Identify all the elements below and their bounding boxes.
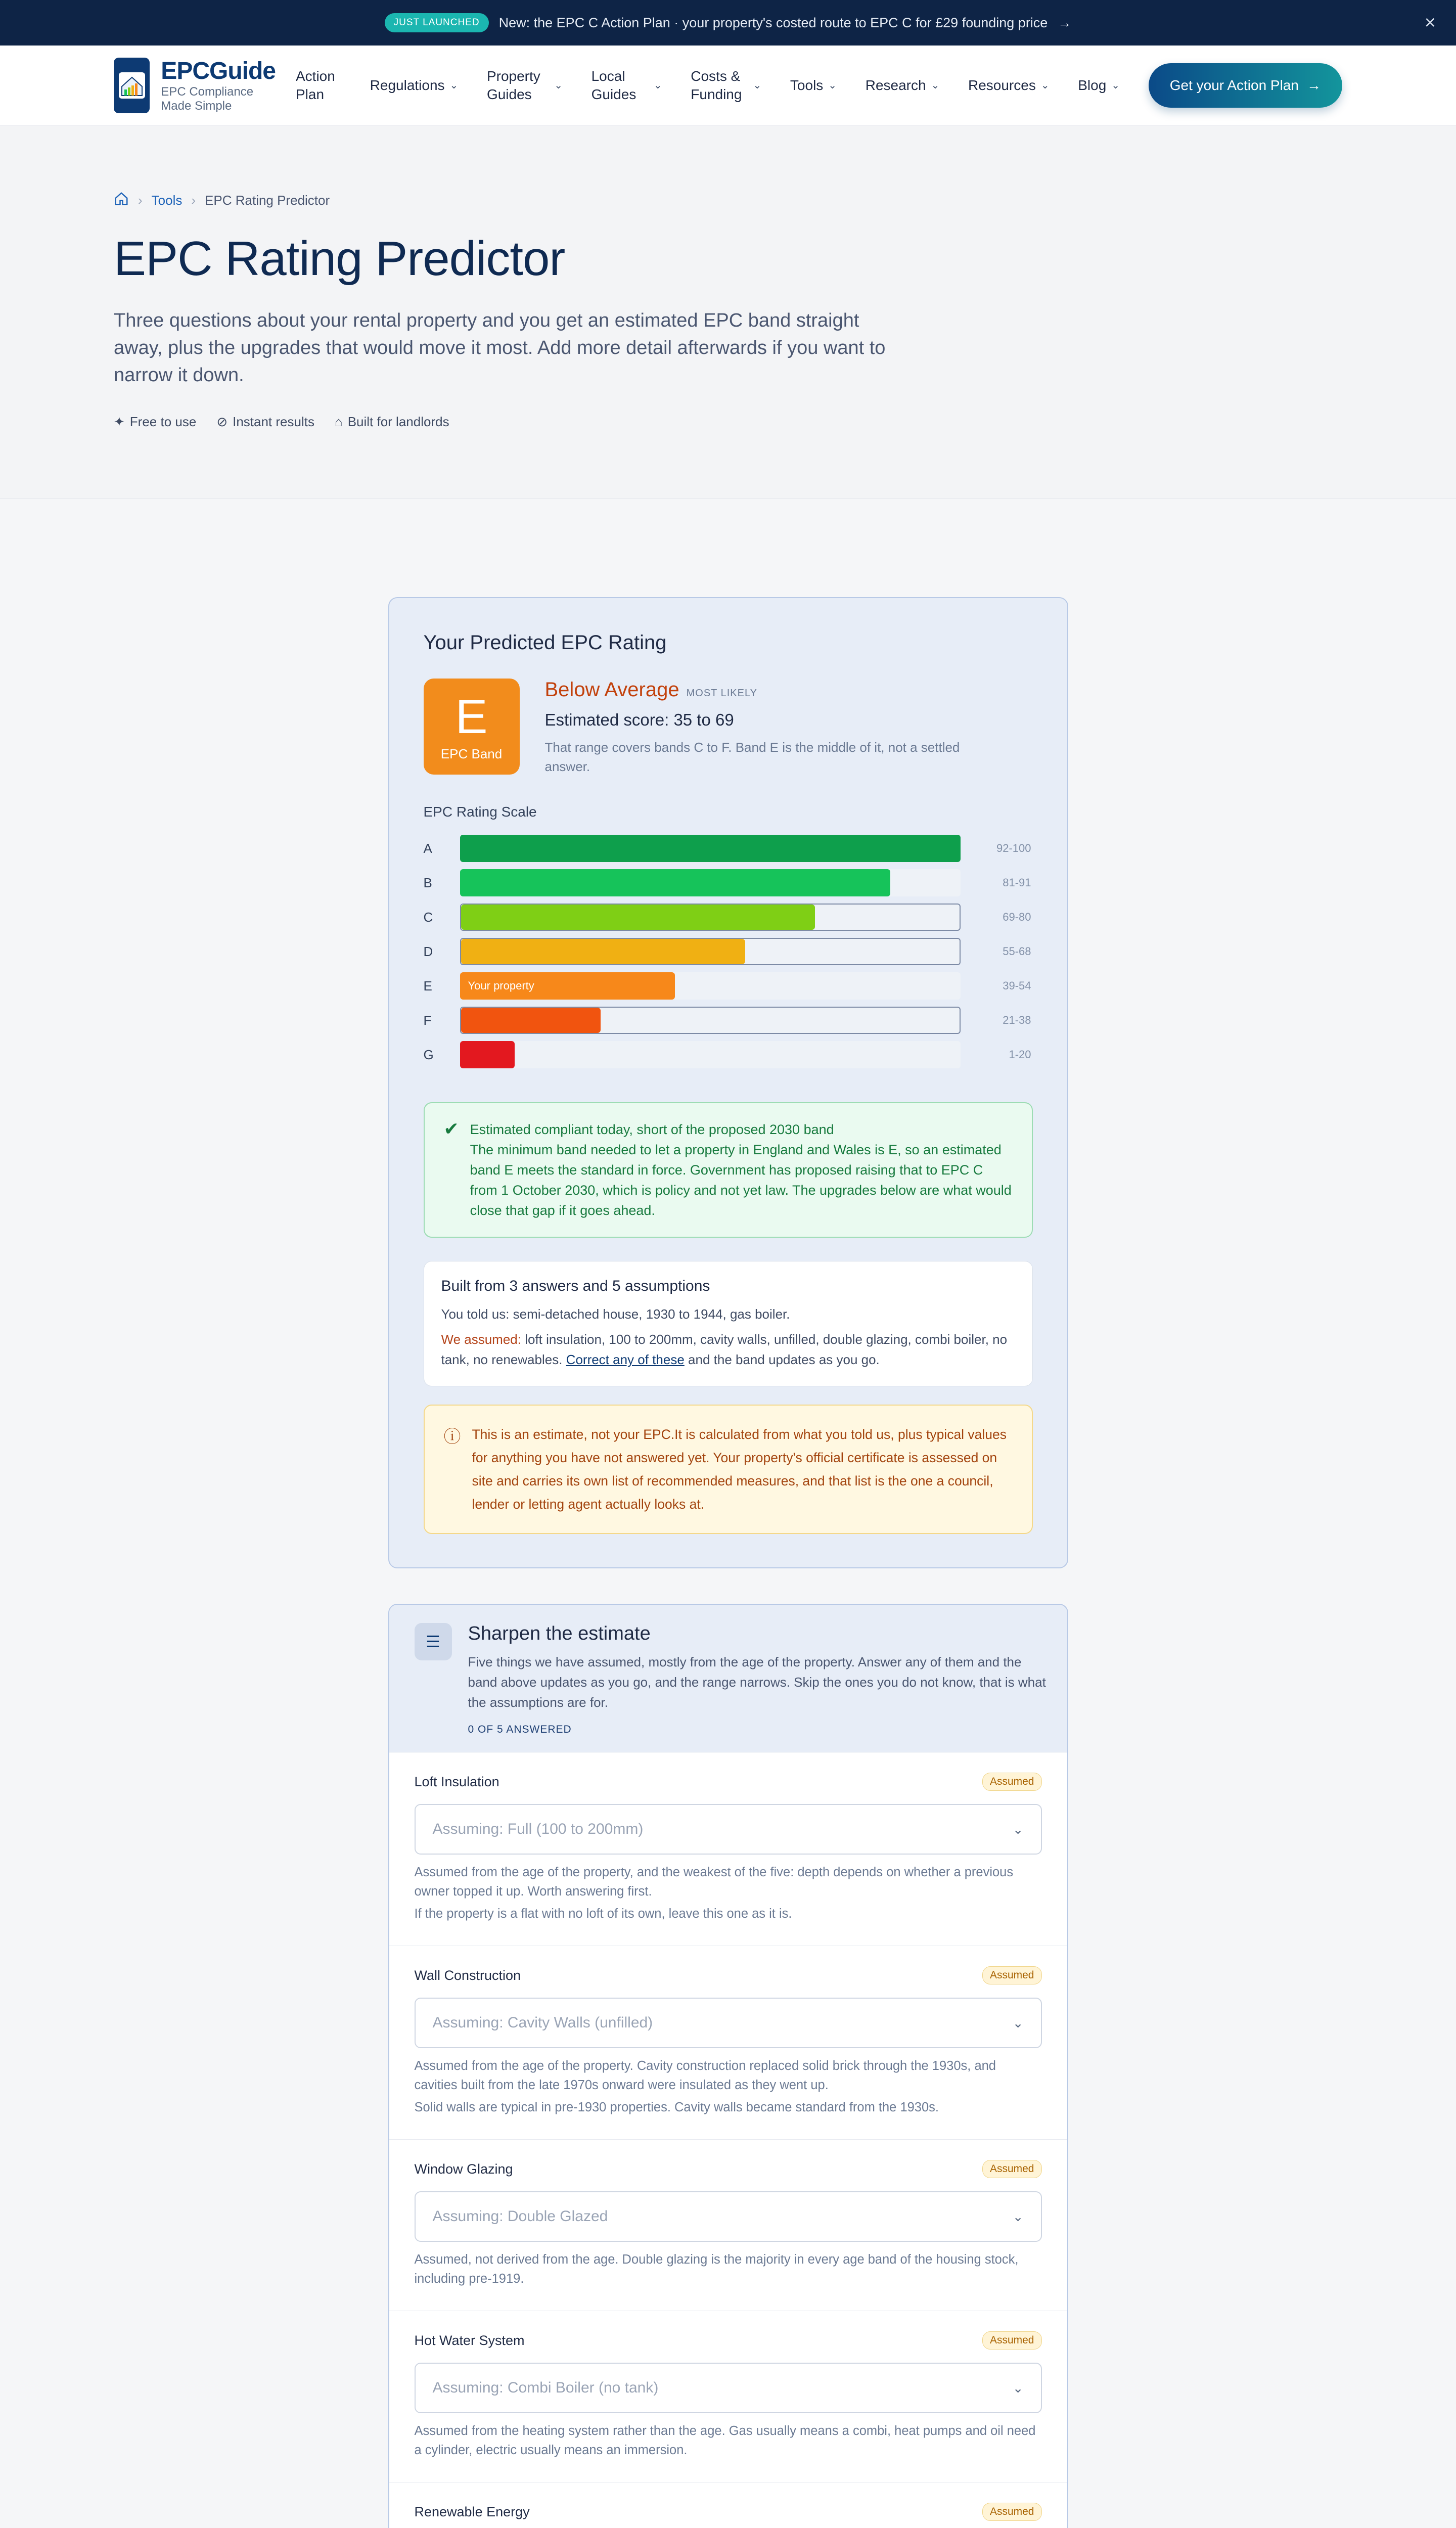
score-label: Estimated score: <box>544 710 669 729</box>
chevron-down-icon: ⌄ <box>1012 1821 1024 1837</box>
scale-track <box>460 1007 961 1034</box>
scale-bar <box>460 869 890 896</box>
nav-action-plan[interactable]: Action Plan <box>296 68 335 102</box>
scale-range: 39-54 <box>1003 979 1031 992</box>
scale-row <box>424 969 1033 1003</box>
announcement-bar[interactable] <box>0 0 1456 46</box>
correct-assumptions-link[interactable]: Correct any of these <box>566 1352 685 1367</box>
scale-track <box>460 972 961 1000</box>
page-lead: Three questions about your rental property and you get an estimated EPC band straight away, plus the upgrades that would move it most. Add more detail afterwards if you want to narrow it down. <box>114 310 886 386</box>
question-help: Solid walls are typical in pre-1930 properties. Cavity walls became standard from the 1930s. <box>414 2100 939 2114</box>
feature-list <box>114 414 1342 430</box>
chevron-down-icon: ⌄ <box>449 79 459 91</box>
scale-track <box>460 904 961 931</box>
breadcrumb-tools[interactable]: Tools <box>151 193 183 208</box>
scale-letter: B <box>423 875 432 890</box>
question-help: Assumed from the age of the property. Cavity construction replaced solid brick through the 1930s, and cavities built from the late 1970s onward were insulated as they went up. <box>414 2059 996 2092</box>
scale-letter: E <box>423 978 432 994</box>
score-value: 35 to 69 <box>673 710 734 729</box>
scale-letter: F <box>423 1012 432 1028</box>
estimate-warning <box>424 1405 1033 1534</box>
chevron-down-icon: ⌄ <box>1012 2208 1024 2224</box>
close-icon[interactable]: × <box>1424 12 1436 33</box>
sharpen-desc: Five things we have assumed, mostly from the age of the property. Answer any of them and the band above updates as you go, and the range narrows. Skip the ones you do not know, that is what the assumptions are for. <box>468 1654 1046 1710</box>
scale-title: EPC Rating Scale <box>423 804 537 820</box>
scale-range: 55-68 <box>1003 945 1031 958</box>
assumed-badge: Assumed <box>982 2331 1042 2350</box>
assumed-badge: Assumed <box>982 2160 1042 2178</box>
compliance-body: The minimum band needed to let a property in England and Wales is E, so an estimated band E meets the standard in force. Government has proposed raising that to EPC C from 1 October 2030, which is policy and not yet law. The upgrades below are what would close that gap if it goes ahead. <box>470 1142 1012 1218</box>
feature-label: Free to use <box>129 414 197 429</box>
assumptions-box <box>424 1261 1033 1386</box>
scale-track <box>460 869 961 896</box>
main-nav <box>296 63 1342 108</box>
get-action-plan-button[interactable]: Get your Action Plan → <box>1149 63 1342 108</box>
question-label: Loft Insulation <box>414 1774 499 1789</box>
epc-scale <box>424 831 1033 1072</box>
select-placeholder: Assuming: Full (100 to 200mm) <box>432 1821 644 1837</box>
likely-tag: MOST LIKELY <box>686 688 757 699</box>
question-block <box>389 1752 1067 1946</box>
answered-count: 0 OF 5 ANSWERED <box>468 1724 572 1735</box>
scale-range: 69-80 <box>1003 911 1031 923</box>
question-label: Wall Construction <box>414 1967 521 1983</box>
scale-bar <box>460 835 961 862</box>
select-placeholder: Assuming: Double Glazed <box>432 2208 608 2225</box>
nav-property-guides[interactable]: Property Guides ⌄ <box>486 68 563 102</box>
chevron-down-icon: ⌄ <box>1040 79 1050 91</box>
chevron-right-icon: › <box>138 193 143 208</box>
correct-tail: and the band updates as you go. <box>688 1352 880 1367</box>
scale-letter: A <box>423 840 432 856</box>
feature-label: Instant results <box>233 414 314 429</box>
scale-row <box>424 934 1033 969</box>
chevron-down-icon: ⌄ <box>1012 2380 1024 2396</box>
scale-bar <box>461 1008 601 1033</box>
band-label: EPC Band <box>440 746 503 761</box>
scale-row <box>424 900 1033 934</box>
feature-label: Built for landlords <box>347 414 449 429</box>
compliance-title: Estimated compliant today, short of the proposed 2030 band <box>470 1122 834 1137</box>
announcement-text[interactable]: New: the EPC C Action Plan · your property's costed route to EPC C for £29 founding price <box>498 15 1048 30</box>
check-circle-icon: ⊘ <box>216 414 228 429</box>
logo-name: EPCGuide <box>161 58 276 84</box>
scale-row <box>424 1003 1033 1037</box>
scale-letter: C <box>423 909 433 925</box>
sparkle-icon: ✦ <box>114 414 125 429</box>
question-label: Hot Water System <box>414 2332 525 2348</box>
announcement-badge: JUST LAUNCHED <box>385 13 489 32</box>
scale-letter: G <box>423 1047 434 1062</box>
scale-range: 21-38 <box>1003 1014 1031 1026</box>
scale-bar: Your property <box>460 972 675 1000</box>
scale-range: 81-91 <box>1003 876 1031 889</box>
question-help: Assumed, not derived from the age. Double glazing is the majority in every age band of the housing stock, including pre-1919. <box>414 2252 1019 2286</box>
nav-costs-funding[interactable]: Costs & Funding ⌄ <box>691 68 762 102</box>
sliders-icon: ☰ <box>415 1623 452 1660</box>
logo[interactable] <box>114 57 276 113</box>
arrow-right-icon: → <box>1058 15 1072 30</box>
question-select[interactable] <box>415 2363 1042 2413</box>
logo-tagline: EPC Compliance <box>161 85 254 99</box>
hero-section <box>0 125 1456 499</box>
scale-row <box>424 831 1033 866</box>
question-select[interactable] <box>415 1998 1042 2048</box>
chevron-down-icon: ⌄ <box>828 79 837 91</box>
sharpen-card <box>388 1604 1068 2528</box>
sharpen-title: Sharpen the estimate <box>468 1623 651 1644</box>
warning-text: This is an estimate, not your EPC.It is calculated from what you told us, plus typical values for anything you have not answered yet. Your property's official certificate is assessed on site and carries its own list of recommended measures, and that list is the one a council, lender or letting agent actually looks at. <box>472 1427 1007 1512</box>
compliance-notice <box>424 1102 1033 1238</box>
assumed-badge: Assumed <box>982 2503 1042 2521</box>
nav-resources[interactable]: Resources ⌄ <box>968 76 1050 95</box>
band-verdict: Below Average <box>544 679 679 701</box>
scale-range: 92-100 <box>996 842 1031 854</box>
chevron-down-icon: ⌄ <box>1012 2015 1024 2030</box>
chevron-down-icon: ⌄ <box>554 79 563 91</box>
arrow-right-icon: → <box>1306 77 1321 93</box>
nav-local-guides[interactable]: Local Guides ⌄ <box>591 68 662 102</box>
score-note: That range covers bands C to F. Band E is the middle of it, not a settled answer. <box>544 740 960 774</box>
scale-track <box>460 835 961 862</box>
breadcrumb <box>114 191 1342 210</box>
scale-bar <box>460 1041 515 1068</box>
nav-blog[interactable]: Blog ⌄ <box>1078 76 1120 95</box>
question-help: Assumed from the heating system rather than the age. Gas usually means a combi, heat pumps and oil need a cylinder, electric usually means an immersion. <box>414 2424 1036 2457</box>
band-badge <box>424 679 520 775</box>
nav-regulations[interactable]: Regulations ⌄ <box>370 76 459 95</box>
question-label: Renewable Energy <box>414 2504 530 2519</box>
logo-tagline: Made Simple <box>161 99 232 113</box>
band-letter: E <box>455 689 488 744</box>
scale-bar <box>461 905 815 930</box>
scale-track <box>460 938 961 965</box>
assumed-values: loft insulation, 100 to 200mm, cavity walls, unfilled, double glazing, combi boiler, no tank, no renewables. <box>441 1332 1008 1367</box>
question-label: Window Glazing <box>414 2161 513 2177</box>
question-block <box>389 1946 1067 2140</box>
question-select[interactable] <box>415 1804 1042 1855</box>
scale-letter: D <box>423 943 433 959</box>
house-logo-icon <box>114 58 150 113</box>
nav-tools[interactable]: Tools ⌄ <box>790 76 837 95</box>
question-select[interactable] <box>415 2191 1042 2242</box>
site-header <box>0 46 1456 125</box>
answers-told: You told us: semi-detached house, 1930 to 1944, gas boiler. <box>441 1306 790 1322</box>
question-help: Assumed from the age of the property, and the weakest of the five: depth depends on whether a previous owner topped it up. Worth answering first. <box>414 1865 1014 1899</box>
nav-research[interactable]: Research ⌄ <box>866 76 940 95</box>
home-icon[interactable] <box>114 191 129 210</box>
chevron-down-icon: ⌄ <box>653 79 662 91</box>
scale-track <box>460 1041 961 1068</box>
question-block <box>389 2311 1067 2482</box>
scale-bar <box>461 939 745 964</box>
house-icon: ⌂ <box>334 414 343 429</box>
info-circle-icon: ⓘ <box>443 1427 461 1447</box>
chevron-right-icon: › <box>191 193 196 208</box>
check-circle-icon: ✔ <box>443 1118 459 1139</box>
question-block <box>389 2482 1067 2528</box>
page-title: EPC Rating Predictor <box>114 232 565 286</box>
assumed-badge: Assumed <box>982 1773 1042 1791</box>
scale-row <box>424 866 1033 900</box>
chevron-down-icon: ⌄ <box>931 79 940 91</box>
chevron-down-icon: ⌄ <box>753 79 762 91</box>
select-placeholder: Assuming: Cavity Walls (unfilled) <box>432 2014 653 2031</box>
question-help: If the property is a flat with no loft of its own, leave this one as it is. <box>414 1907 792 1921</box>
scale-row <box>424 1037 1033 1072</box>
breadcrumb-current: EPC Rating Predictor <box>205 193 330 208</box>
question-block <box>389 2140 1067 2311</box>
select-placeholder: Assuming: Combi Boiler (no tank) <box>432 2379 659 2396</box>
assumed-label: We assumed: <box>441 1332 521 1347</box>
chevron-down-icon: ⌄ <box>1111 79 1120 91</box>
prediction-heading: Your Predicted EPC Rating <box>423 631 667 654</box>
assumptions-title: Built from 3 answers and 5 assumptions <box>441 1278 710 1294</box>
assumed-badge: Assumed <box>982 1966 1042 1984</box>
prediction-card <box>388 597 1068 1568</box>
scale-range: 1-20 <box>1009 1048 1031 1061</box>
